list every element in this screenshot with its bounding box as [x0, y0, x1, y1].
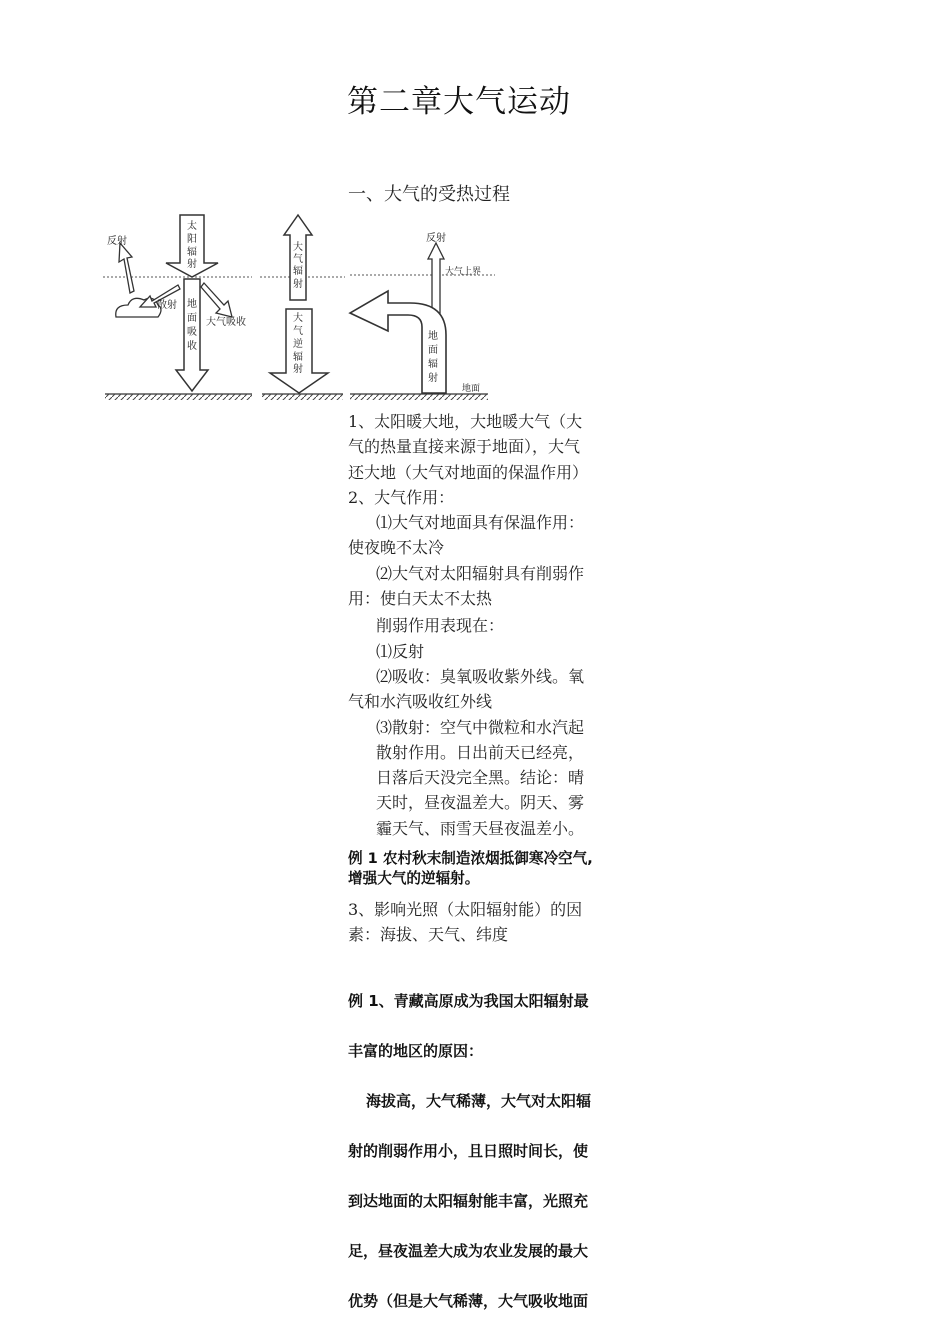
reflection-up-arrow — [428, 243, 444, 315]
counter-rad-char: 逆 — [293, 339, 303, 350]
page-title: 第二章大气运动 — [347, 84, 571, 120]
text-line: 还大地（大气对地面的保温作用） — [348, 462, 589, 482]
air-rad-char: 射 — [293, 279, 303, 290]
air-rad-char: 辐 — [293, 266, 303, 277]
text-line: 用：使白天太不太热 — [348, 589, 493, 609]
example-line: 增强大气的逆辐射。 — [348, 870, 480, 888]
ground-absorb-char: 吸 — [187, 327, 197, 338]
text-line: ⑵大气对太阳辐射具有削弱作 — [376, 563, 585, 583]
ground-rad-char: 地 — [428, 331, 438, 342]
example-line: 射的削弱作用小，且日照时间长，使 — [348, 1142, 589, 1160]
example-line: 丰富的地区的原因： — [348, 1042, 484, 1060]
text-line: 3、影响光照（太阳辐射能）的因 — [348, 900, 583, 920]
text-line: 素：海拔、天气、纬度 — [348, 925, 509, 945]
reflect-label-2: 反射 — [426, 233, 446, 244]
text-line: ⑴大气对地面具有保温作用： — [376, 513, 585, 533]
scatter-label: 散射 — [157, 300, 177, 311]
example-line: 足，昼夜温差大成为农业发展的最大 — [348, 1242, 589, 1260]
example-line: 例 1、青藏高原成为我国太阳辐射最 — [348, 992, 589, 1010]
text-line: 霾天气、雨雪天昼夜温差小。 — [376, 818, 585, 838]
ground-absorb-char: 收 — [187, 341, 197, 352]
panel-ground-radiation — [350, 231, 495, 400]
counter-rad-char: 辐 — [293, 352, 303, 363]
ground-label: 地面 — [462, 384, 481, 394]
air-rad-char: 大 — [293, 242, 303, 253]
example-line: 到达地面的太阳辐射能丰富，光照充 — [348, 1192, 589, 1210]
solar-char: 阳 — [187, 234, 197, 245]
text-line: 日落后天没完全黑。结论：晴 — [376, 768, 585, 788]
body-text — [348, 409, 618, 948]
counter-rad-char: 大 — [293, 313, 303, 324]
air-absorption-arrow — [201, 283, 232, 317]
text-line: 2、大气作用： — [348, 487, 455, 507]
ground-rad-char: 射 — [428, 373, 438, 384]
example-line: 优势（但是大气稀薄，大气吸收地面 — [348, 1292, 589, 1310]
text-line: 1、太阳暖大地，大地暖大气（大 — [348, 412, 583, 431]
atmosphere-top-label: 大气上界 — [445, 267, 482, 277]
solar-char: 太 — [187, 221, 197, 232]
section-heading: 一、大气的受热过程 — [348, 184, 510, 205]
panel-atmospheric-radiation — [260, 215, 345, 400]
ground-rad-char: 辐 — [428, 359, 438, 370]
ground-rad-char: 面 — [428, 345, 438, 356]
text-line: ⑴反射 — [376, 641, 425, 661]
text-line: 气的热量直接来源于地面），大气 — [348, 437, 581, 457]
example-line: 海拔高，大气稀薄，大气对太阳辐 — [366, 1092, 592, 1110]
solar-char: 辐 — [187, 247, 197, 258]
solar-char: 射 — [187, 259, 197, 270]
air-rad-char: 气 — [293, 254, 303, 265]
text-line: ⑶散射：空气中微粒和水汽起 — [376, 717, 585, 737]
counter-rad-char: 射 — [293, 364, 303, 375]
ground-absorb-char: 地 — [187, 299, 197, 310]
ground-absorb-char: 面 — [187, 313, 197, 324]
air-absorb-label: 大气吸收 — [206, 317, 246, 328]
text-line: 削弱作用表现在： — [376, 616, 505, 636]
text-line: 使夜晚不太冷 — [348, 538, 445, 558]
example-line: 例 1 农村秋末制造浓烟抵御寒冷空气, — [348, 850, 593, 868]
reflect-label: 反射 — [107, 236, 127, 247]
panel-solar-radiation — [103, 215, 252, 400]
text-line: 气和水汽吸收红外线 — [348, 692, 493, 712]
counter-rad-char: 气 — [293, 326, 303, 337]
text-line: 散射作用。日出前天已经亮， — [376, 742, 585, 762]
text-line: ⑵吸收：臭氧吸收紫外线。氧 — [376, 666, 585, 686]
text-line: 天时，昼夜温差大。阴天、雾 — [376, 793, 585, 813]
reflection-arrow — [119, 243, 134, 293]
atmosphere-heating-diagram — [100, 205, 500, 405]
